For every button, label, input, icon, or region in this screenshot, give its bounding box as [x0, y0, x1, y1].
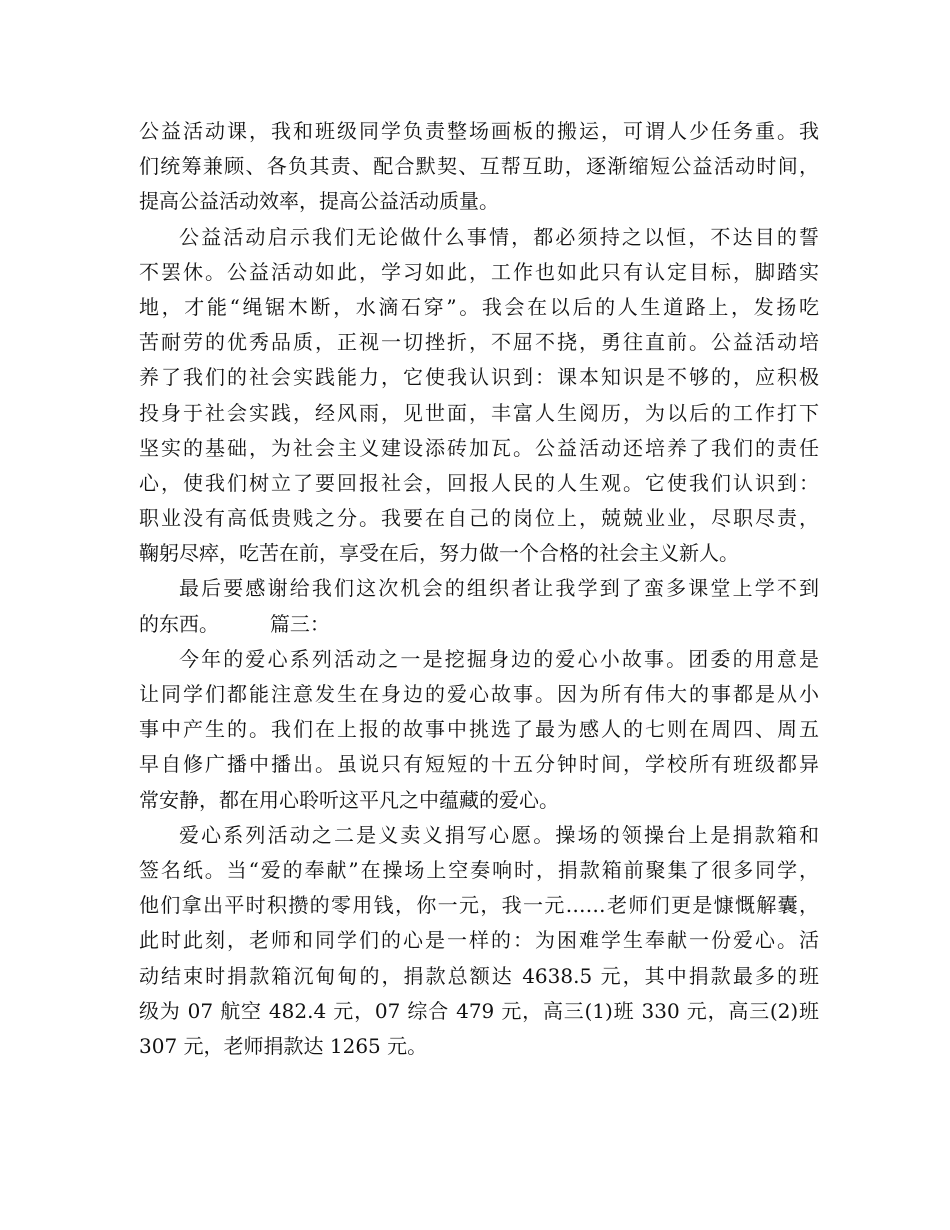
paragraph	[139, 571, 819, 641]
text-line: 今年的爱心系列活动之一是挖掘身边的爱心小故事。团委的用意是	[179, 646, 819, 671]
text-line: 地，才能“绳锯木断，水滴石穿”。我会在以后的人生道路上，发扬吃	[139, 294, 819, 319]
text-line: 不罢休。公益活动如此，学习如此，工作也如此只有认定目标，脚踏实	[139, 259, 819, 284]
paragraph	[139, 220, 819, 572]
text-line: 苦耐劳的优秀品质，正视一切挫折，不屈不挠，勇往直前。公益活动培	[139, 330, 819, 355]
text-line: 让同学们都能注意发生在身边的爱心故事。因为所有伟大的事都是从小	[139, 682, 819, 706]
text-line: 提高公益活动效率，提高公益活动质量。	[139, 189, 499, 214]
text-line: 常安静，都在用心聆听这平凡之中蕴藏的爱心。	[139, 787, 559, 812]
text-line: 爱心系列活动之二是义卖义捐写心愿。操场的领操台上是捐款箱和	[179, 822, 819, 847]
document-body	[139, 114, 819, 1064]
paragraph	[139, 114, 819, 220]
text-line: 签名纸。当“爱的奉献”在操场上空奏响时，捐款箱前聚集了很多同学，	[139, 857, 819, 882]
text-line: 级为 07 航空 482.4 元，07 综合 479 元，高三(1)班 330 元，高三(2)班	[139, 998, 819, 1023]
text-line: 的东西。 篇三：	[139, 611, 330, 636]
text-line: 最后要感谢给我们这次机会的组织者让我学到了蛮多课堂上学不到	[179, 576, 819, 601]
text-line: 此时此刻，老师和同学们的心是一样的：为困难学生奉献一份爱心。活	[139, 928, 819, 953]
text-line: 他们拿出平时积攒的零用钱，你一元，我一元……老师们更是慷慨解囊，	[139, 893, 819, 918]
text-line: 307 元，老师捐款达 1265 元。	[139, 1033, 428, 1058]
text-line: 动结束时捐款箱沉甸甸的，捐款总额达 4638.5 元，其中捐款最多的班	[139, 963, 819, 988]
text-line: 养了我们的社会实践能力，它使我认识到：课本知识是不够的，应积极	[139, 365, 819, 390]
text-line: 心，使我们树立了要回报社会，回报人民的人生观。它使我们认识到：	[139, 470, 819, 495]
text-line: 早自修广播中播出。虽说只有短短的十五分钟时间，学校所有班级都异	[139, 752, 819, 777]
text-line: 们统筹兼顾、各负其责、配合默契、互帮互助，逐渐缩短公益活动时间，	[139, 154, 819, 179]
text-line: 职业没有高低贵贱之分。我要在自己的岗位上，兢兢业业，尽职尽责，	[139, 506, 819, 531]
text-line: 公益活动课，我和班级同学负责整场画板的搬运，可谓人少任务重。我	[139, 119, 819, 143]
paragraph	[139, 642, 819, 818]
text-line: 公益活动启示我们无论做什么事情，都必须持之以恒，不达目的誓	[179, 224, 819, 249]
paragraph	[139, 818, 819, 1064]
text-line: 坚实的基础，为社会主义建设添砖加瓦。公益活动还培养了我们的责任	[139, 435, 819, 460]
text-line: 事中产生的。我们在上报的故事中挑选了最为感人的七则在周四、周五	[139, 717, 819, 742]
text-line: 鞠躬尽瘁，吃苦在前，享受在后，努力做一个合格的社会主义新人。	[139, 541, 739, 566]
text-line: 投身于社会实践，经风雨，见世面，丰富人生阅历，为以后的工作打下	[139, 400, 819, 425]
